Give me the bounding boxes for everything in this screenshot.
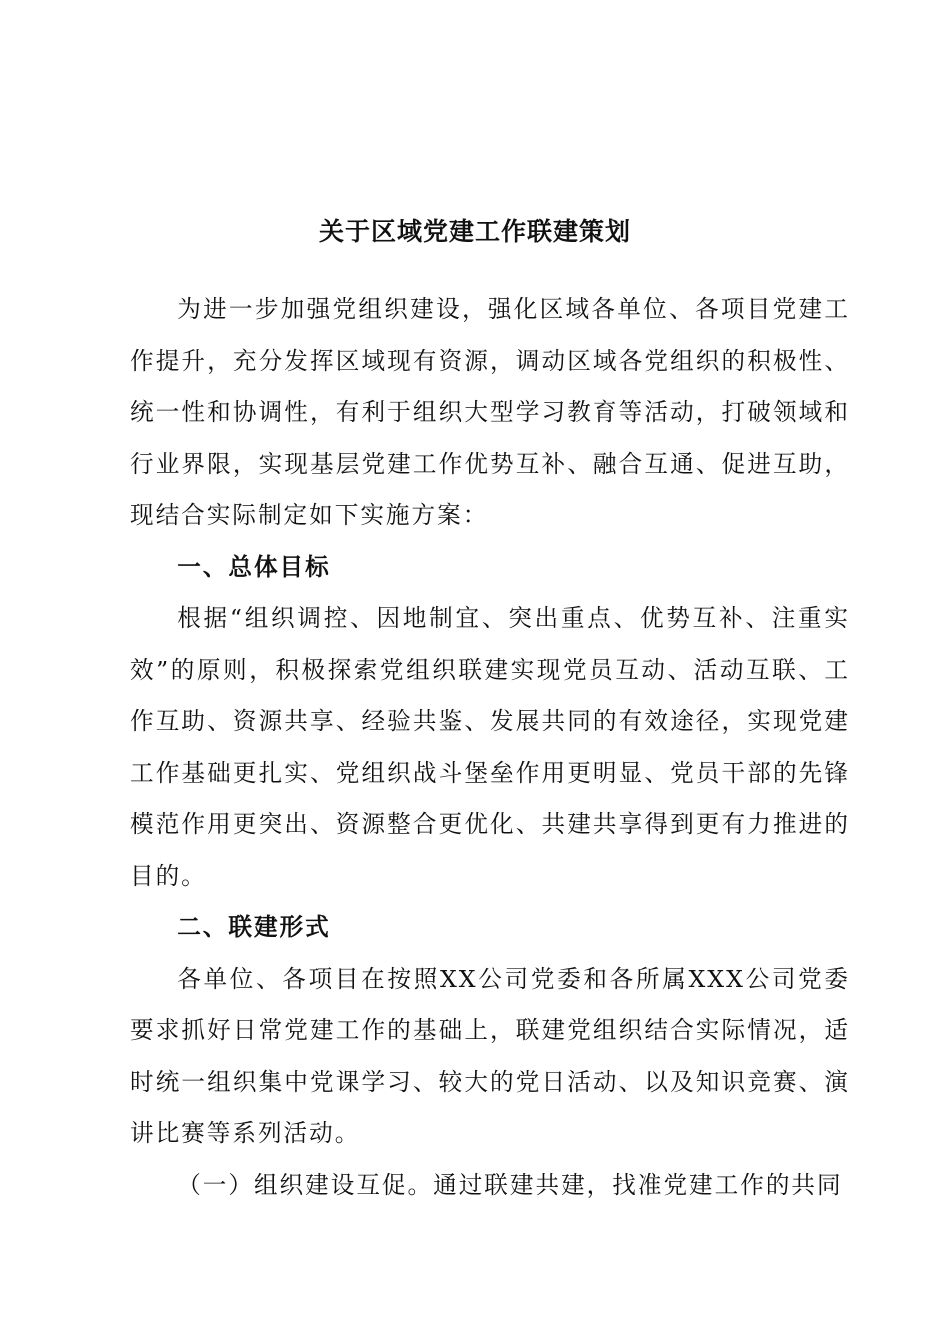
- section-heading-goals: 一、总体目标: [177, 552, 331, 581]
- forms-paragraph: 各单位、各项目在按照XX公司党委和各所属XXX公司党委要求抓好日常党建工作的基础上，联建党组织结合实际情况，适时统一组织集中党课学习、较大的党日活动、以及知识竞赛、演讲比赛等系列活动。: [130, 964, 850, 1147]
- goals-paragraph: 根据“组织调控、因地制宜、突出重点、优势互补、注重实效”的原则，积极探索党组织联建实现党员互动、活动互联、工作互助、资源共享、经验共鉴、发展共同的有效途径，实现党建工作基础更扎实、党组织战斗堡垒作用更明显、党员干部的先锋模范作用更突出、资源整合更优化、共建共享得到更有力推进的目的。: [130, 604, 850, 890]
- document-title: 关于区域党建工作联建策划: [318, 217, 631, 246]
- document-body: [130, 284, 850, 1211]
- section-heading-forms: 二、联建形式: [177, 913, 331, 941]
- subsection-paragraph: （一）组织建设互促。通过联建共建，找准党建工作的共同: [177, 1170, 843, 1199]
- intro-paragraph: 为进一步加强党组织建设，强化区域各单位、各项目党建工作提升，充分发挥区域现有资源，调动区域各党组织的积极性、统一性和协调性，有利于组织大型学习教育等活动，打破领域和行业界限，实现基层党建工作优势互补、融合互通、促进互助，现结合实际制定如下实施方案：: [130, 295, 850, 529]
